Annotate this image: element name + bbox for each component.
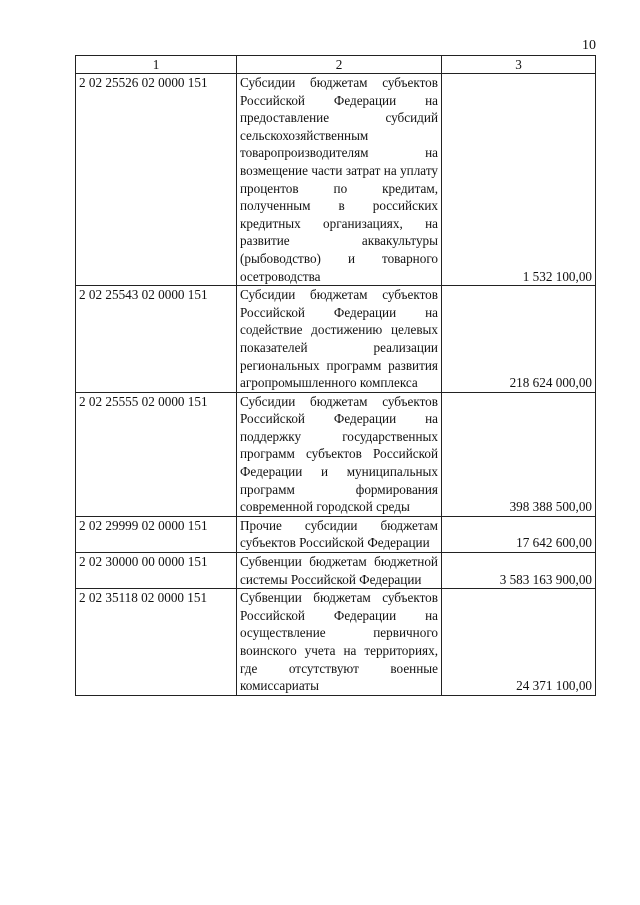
column-header-description: 2 [237,56,442,74]
amount-cell: 17 642 600,00 [442,516,596,552]
budget-code-cell: 2 02 29999 02 0000 151 [76,516,237,552]
budget-code-cell: 2 02 25526 02 0000 151 [76,74,237,286]
table-row [76,74,596,286]
amount-cell: 3 583 163 900,00 [442,553,596,589]
budget-code-cell: 2 02 25555 02 0000 151 [76,392,237,516]
budget-code-cell: 2 02 35118 02 0000 151 [76,589,237,696]
description-cell: Прочие субсидии бюджетам субъектов Российской Федерации [237,516,442,552]
page-number: 10 [582,38,596,53]
column-header-amount: 3 [442,56,596,74]
table-row [76,553,596,589]
amount-cell: 398 388 500,00 [442,392,596,516]
amount-cell: 1 532 100,00 [442,74,596,286]
budget-code-cell: 2 02 30000 00 0000 151 [76,553,237,589]
column-header-code: 1 [76,56,237,74]
description-cell: Субсидии бюджетам субъектов Российской Федерации на поддержку государственных программ субъектов Российской Федерации и муниципальных программ формирования современной городской среды [237,392,442,516]
amount-cell: 218 624 000,00 [442,286,596,393]
budget-revenue-table [75,55,596,696]
table-row [76,286,596,393]
amount-cell: 24 371 100,00 [442,589,596,696]
description-cell: Субсидии бюджетам субъектов Российской Федерации на содействие достижению целевых показателей реализации региональных программ развития агропромышленного комплекса [237,286,442,393]
table-row [76,392,596,516]
budget-code-cell: 2 02 25543 02 0000 151 [76,286,237,393]
description-cell: Субвенции бюджетам субъектов Российской Федерации на осуществление первичного воинского учета на территориях, где отсутствуют военные комиссариаты [237,589,442,696]
table-header-row [76,56,596,74]
description-cell: Субвенции бюджетам бюджетной системы Российской Федерации [237,553,442,589]
table-row [76,589,596,696]
description-cell: Субсидии бюджетам субъектов Российской Федерации на предоставление субсидий сельскохозяйственным товаропроизводителям на возмещение части затрат на уплату процентов по кредитам, полученным в российских кредитных организациях, на развитие аквакультуры (рыбоводство) и товарного осетроводства [237,74,442,286]
table-row [76,516,596,552]
